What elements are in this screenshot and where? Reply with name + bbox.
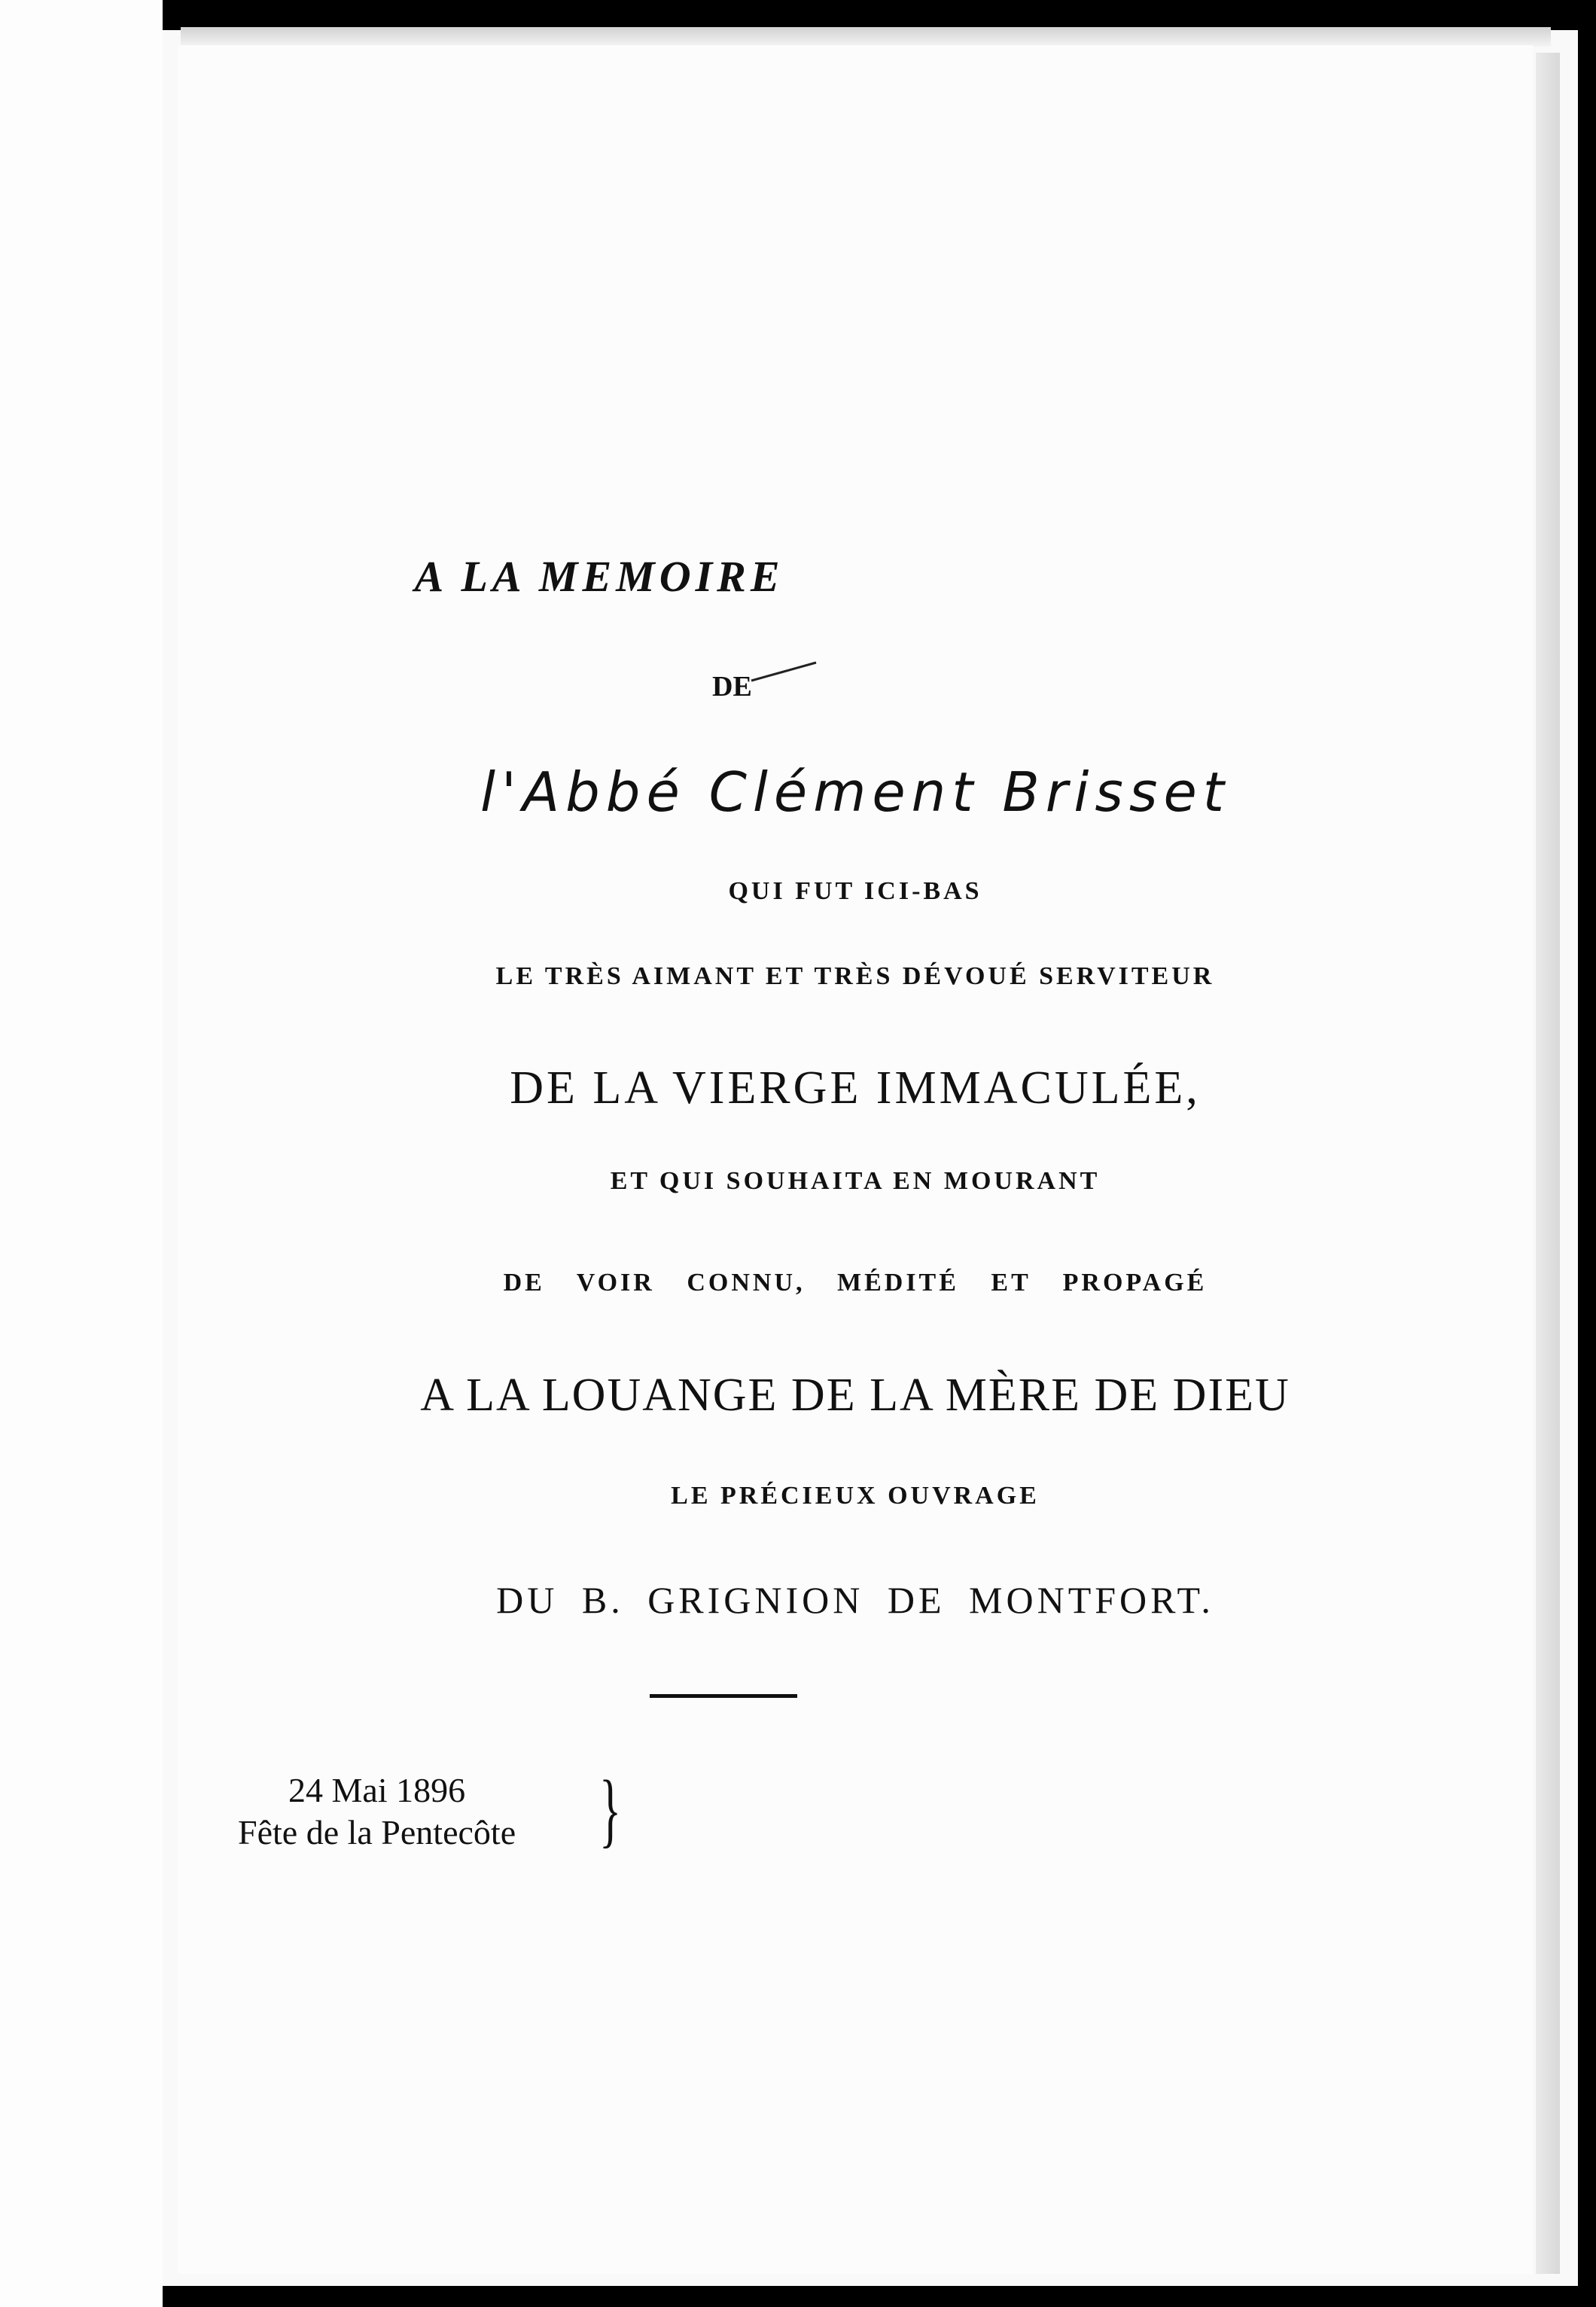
brace-icon: } [599,1763,622,1855]
dedication-line-3: DE LA VIERGE IMMACULÉE, [510,1062,1201,1114]
dedication-line-7: LE PRÉCIEUX OUVRAGE [671,1482,1040,1510]
feast-text: Fête de la Pentecôte [238,1813,516,1851]
page-edge-right [1536,53,1560,2274]
pen-stroke-icon [750,661,818,684]
dedication-line-4: ET QUI SOUHAITA EN MOURANT [610,1167,1101,1195]
dedicatee-name: l'Abbé Clément Brisset [480,760,1230,824]
dedication-line-5: DE VOIR CONNU, MÉDITÉ ET PROPAGÉ [503,1269,1208,1297]
page [178,45,1533,2274]
dedication-heading [178,551,1533,602]
dedication-heading-text: A LA MEMOIRE [414,552,784,601]
divider-rule [650,1694,797,1698]
dedication-de: DE [712,671,752,702]
dedication-line-8: DU B. GRIGNION DE MONTFORT. [496,1579,1214,1621]
dedication-line-2: LE TRÈS AIMANT ET TRÈS DÉVOUÉ SERVITEUR [495,962,1215,990]
page-edge-top [181,27,1551,47]
dedication-line-6: A LA LOUANGE DE LA MÈRE DE DIEU [420,1370,1290,1421]
scan-margin-left [0,0,163,2307]
date-text: 24 Mai 1896 [288,1771,466,1809]
dedication-line-1: QUI FUT ICI-BAS [728,877,982,905]
date-block [238,1769,516,1854]
